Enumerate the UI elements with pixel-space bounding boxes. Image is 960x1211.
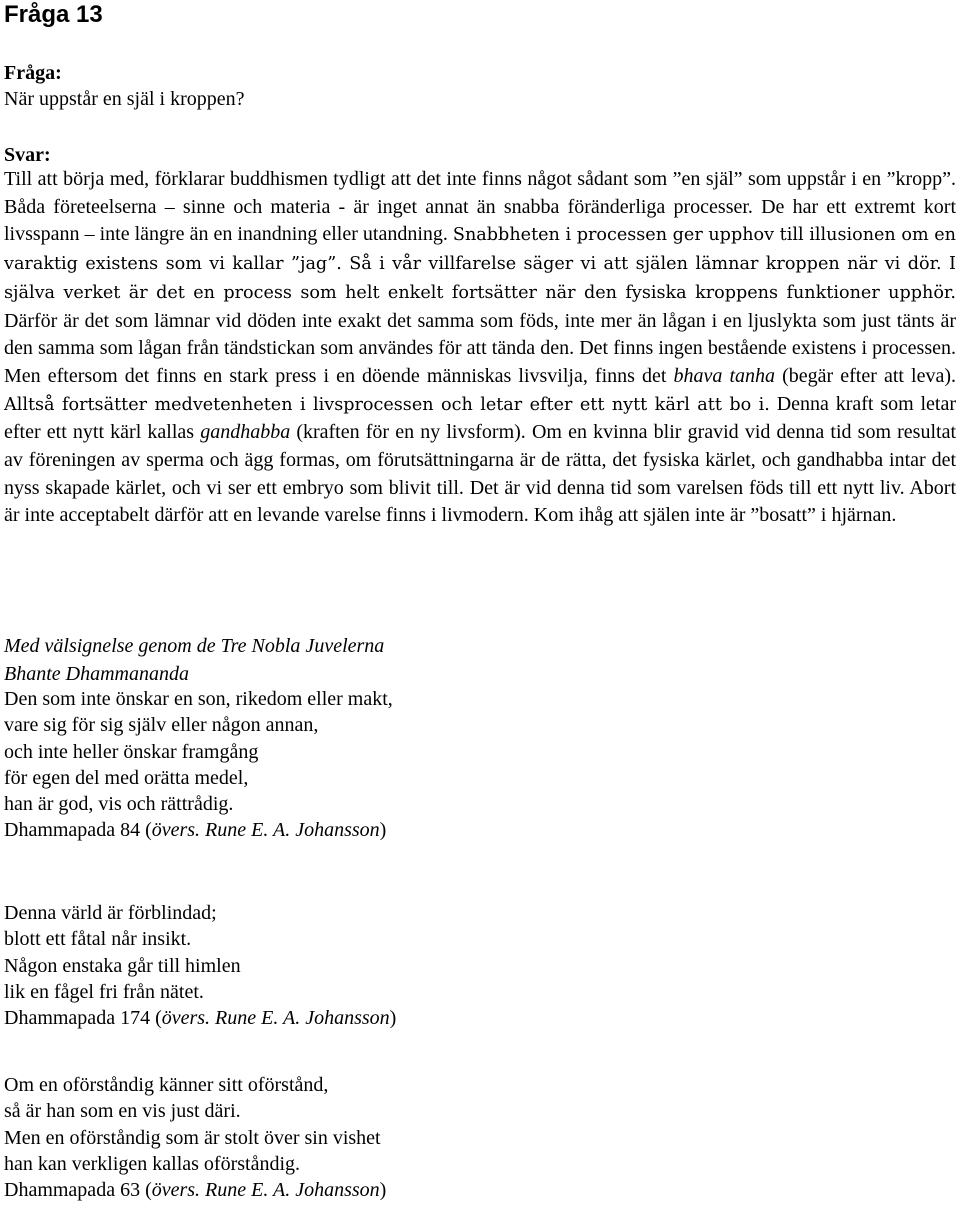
verse-line: Men en oförståndig som är stolt över sin vishet <box>4 1126 381 1149</box>
verse-dhammapada-84 <box>4 686 393 844</box>
answer-part-4: (begär efter att leva). <box>782 364 957 387</box>
verse-line: och inte heller önskar framgång <box>4 740 259 763</box>
page-title: Fråga 13 <box>4 1 103 28</box>
verse-line: Om en oförståndig känner sitt oförstånd, <box>4 1074 329 1096</box>
source-ref: Dhammapada 63 ( <box>4 1179 152 1202</box>
source-close: ) <box>389 1007 397 1030</box>
answer-label: Svar: <box>4 144 51 166</box>
term-gandhabba: gandhabba <box>200 421 291 444</box>
verse-line: han kan verkligen kallas oförståndig. <box>4 1152 301 1175</box>
term-bhava-tanha: bhava tanha <box>673 364 776 387</box>
verse-source <box>4 1005 396 1031</box>
signature-name: Bhante Dhammananda <box>4 663 189 685</box>
source-close: ) <box>379 1179 387 1202</box>
verse-line: han är god, vis och rättrådig. <box>4 793 234 816</box>
verse-line: Denna värld är förblindad; <box>4 902 217 924</box>
verse-source <box>4 817 393 843</box>
answer-part-5: Alltså fortsätter medvetenheten i livsprocessen och letar efter ett nytt kärl att bo i. <box>4 394 770 415</box>
source-translator: övers. Rune E. A. Johansson <box>151 1179 380 1202</box>
source-ref: Dhammapada 84 ( <box>4 819 152 842</box>
question-text: När uppstår en själ i kroppen? <box>4 88 245 110</box>
verse-line: lik en fågel fri från nätet. <box>4 980 204 1003</box>
answer-part-6: Denna kraft som letar efter ett nytt kärl kallas <box>4 392 957 444</box>
verse-line: blott ett fåtal når insikt. <box>4 928 192 951</box>
source-translator: övers. Rune E. A. Johansson <box>151 819 380 842</box>
answer-part-2: Snabbheten i processen ger upphov till illusionen om en varaktig existens som vi kallar ”jag”. Så i vår villfarelse säger vi att själen lämnar kroppen när vi dör. I själva verket är det en process som helt enkelt fortsätter när den fysiska kroppens funktioner upphör. <box>4 225 956 303</box>
verse-dhammapada-63 <box>4 1072 386 1203</box>
verse-line: vare sig för sig själv eller någon annan, <box>4 714 319 737</box>
blessing-block <box>4 632 384 688</box>
source-translator: övers. Rune E. A. Johansson <box>161 1007 390 1030</box>
source-close: ) <box>379 819 387 842</box>
answer-part-3: Därför är det som lämnar vid döden inte exakt det samma som föds, inte mer än lågan i en ljuslykta som just tänts är den samma som lågan från tändstickan som användes för att tända den. Det finns ingen bestående existens i processen. Men eftersom det finns en stark press i en döende människas livsvilja, finns det <box>4 309 956 387</box>
verse-dhammapada-174 <box>4 900 396 1031</box>
verse-line: för egen del med orätta medel, <box>4 766 249 789</box>
answer-part-7: (kraften för en ny livsform). Om en kvinna blir gravid vid denna tid som resultat av föreningen av sperma och ägg formas, om förutsättningarna är de rätta, det fysiska kärlet, och gandhabba intar det nyss skapade kärlet, och vi ser ett embryo som blivit till. Det är vid denna tid som varelsen föds till ett nytt liv. Abort är inte acceptabelt därför att en levande varelse finns i livmodern. Kom ihåg att själen inte är ”bosatt” i hjärnan. <box>4 421 957 527</box>
answer-body <box>4 166 956 530</box>
blessing-line: Med välsignelse genom de Tre Nobla Juvelerna <box>4 635 385 657</box>
verse-source <box>4 1177 386 1203</box>
verse-line: Någon enstaka går till himlen <box>4 954 241 977</box>
verse-line: Den som inte önskar en son, rikedom eller makt, <box>4 688 393 710</box>
question-label: Fråga: <box>4 62 62 84</box>
source-ref: Dhammapada 174 ( <box>4 1007 162 1030</box>
answer-part-1: Till att börja med, förklarar buddhismen tydligt att det inte finns något sådant som ”en själ” som uppstår i en ”kropp”. Båda företeelserna – sinne och materia - är inget annat än snabba föränderliga processer. De har ett extremt kort livsspann – inte längre än en inandning eller utandning. <box>4 168 956 246</box>
verse-line: så är han som en vis just däri. <box>4 1100 241 1123</box>
